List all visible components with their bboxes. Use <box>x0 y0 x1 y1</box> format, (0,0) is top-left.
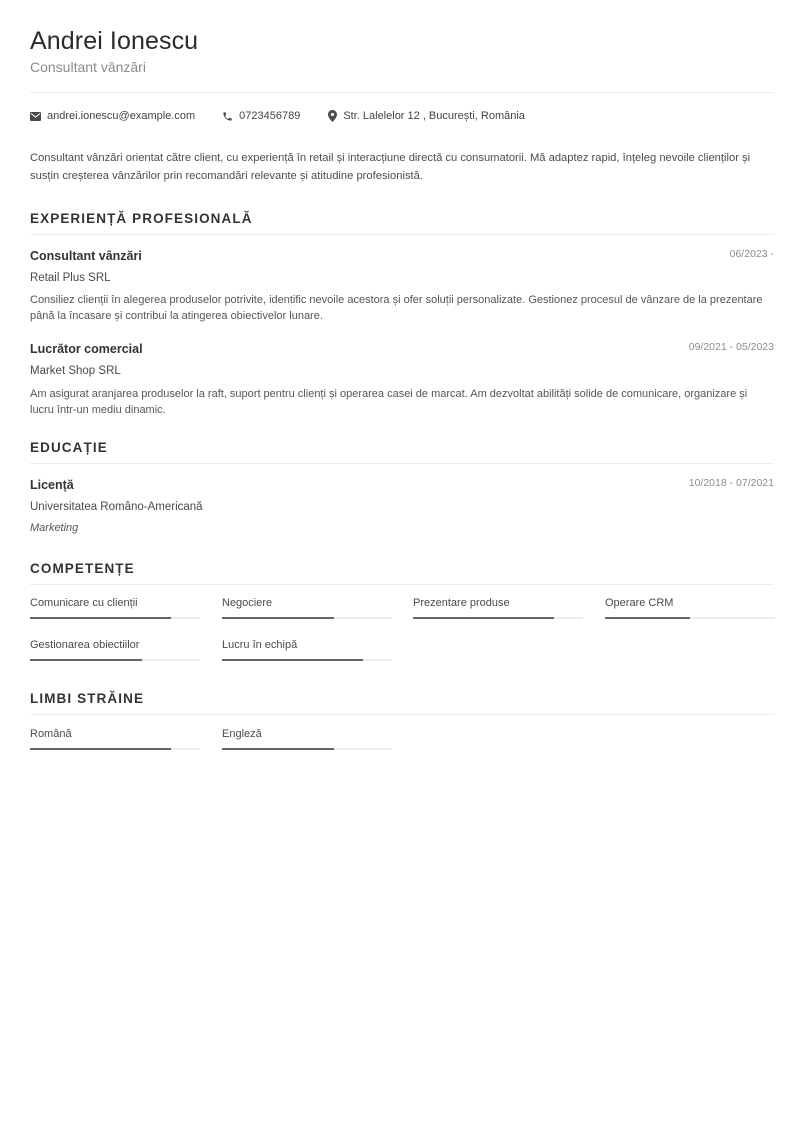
skill-level-fill <box>30 659 142 661</box>
skill-level-fill <box>222 659 363 661</box>
skill-level-track <box>413 617 583 619</box>
experience-divider <box>30 234 774 235</box>
skills-divider <box>30 584 774 585</box>
header-divider <box>30 92 774 93</box>
skill-item <box>30 639 200 661</box>
skill-level-track <box>605 617 775 619</box>
skill-level-track <box>222 617 392 619</box>
skill-item <box>222 639 392 661</box>
skill-item <box>605 597 775 619</box>
contact-phone[interactable] <box>222 110 300 122</box>
skill-label: Gestionarea obiectiilor <box>30 639 140 651</box>
education-heading: EDUCAȚIE <box>30 440 108 455</box>
contact-email[interactable] <box>30 110 195 122</box>
email-text: andrei.ionescu@example.com <box>47 110 196 122</box>
skill-level-track <box>30 617 200 619</box>
skill-label: Prezentare produse <box>413 597 510 609</box>
skill-label: Comunicare cu clienții <box>30 597 138 609</box>
skill-level-fill <box>605 617 690 619</box>
contact-address <box>328 110 525 122</box>
location-pin-icon <box>328 110 337 122</box>
skill-item <box>30 597 200 619</box>
education-date: 10/2018 - 07/2021 <box>688 477 774 489</box>
skill-level-track <box>30 659 200 661</box>
languages-divider <box>30 714 774 715</box>
language-item <box>222 728 392 750</box>
languages-heading: LIMBI STRĂINE <box>30 691 145 706</box>
skill-level-fill <box>30 617 171 619</box>
mail-icon <box>30 112 41 121</box>
skill-label: Operare CRM <box>605 597 674 609</box>
skill-item <box>413 597 583 619</box>
experience-company: Market Shop SRL <box>30 365 121 377</box>
experience-date: 09/2021 - 05/2023 <box>688 341 774 353</box>
language-level-fill <box>222 748 334 750</box>
education-divider <box>30 463 774 464</box>
phone-icon <box>222 111 233 122</box>
skill-item <box>222 597 392 619</box>
education-field: Marketing <box>30 522 79 534</box>
experience-role: Lucrător comercial <box>30 342 143 356</box>
skill-label: Lucru în echipă <box>222 639 298 651</box>
experience-description: Consiliez clienții în alegerea produselor potrivite, identific nevoile acestora și ofer soluții personalizate. Gestionez procesul de vânzare de la prezentare până la încasare și contribui la atingerea obiectivelor lunare. <box>30 294 763 322</box>
skill-level-fill <box>222 617 334 619</box>
education-institution: Universitatea Româno-Americană <box>30 501 203 513</box>
skill-level-fill <box>413 617 554 619</box>
contact-bar <box>30 110 525 122</box>
language-level-track <box>222 748 392 750</box>
language-label: Română <box>30 728 72 740</box>
address-text: Str. Lalelelor 12 , București, România <box>343 110 525 122</box>
experience-company: Retail Plus SRL <box>30 272 111 284</box>
skills-heading: COMPETENȚE <box>30 561 135 576</box>
profile-summary: Consultant vânzări orientat către client, cu experiență în retail și interacțiune directă cu consumatorii. Mă adaptez rapid, înțeleg nevoile clienților și susțin creșterea vânzărilor prin recomandări relevante și atitudine profesionistă. <box>30 152 751 182</box>
experience-description: Am asigurat aranjarea produselor la raft, suport pentru clienți și operarea casei de marcat. Am dezvoltat abilități solide de comunicare, organizare și lucru într-un mediu dinamic. <box>30 388 748 416</box>
candidate-name: Andrei Ionescu <box>30 27 199 55</box>
experience-date: 06/2023 - <box>729 248 774 260</box>
candidate-title: Consultant vânzări <box>30 59 146 75</box>
language-level-fill <box>30 748 171 750</box>
language-item <box>30 728 200 750</box>
skill-label: Negociere <box>222 597 273 609</box>
phone-text: 0723456789 <box>239 110 301 122</box>
language-level-track <box>30 748 200 750</box>
education-degree: Licență <box>30 478 74 492</box>
language-label: Engleză <box>222 728 262 740</box>
experience-role: Consultant vânzări <box>30 249 142 263</box>
experience-heading: EXPERIENȚĂ PROFESIONALĂ <box>30 211 253 226</box>
skill-level-track <box>222 659 392 661</box>
